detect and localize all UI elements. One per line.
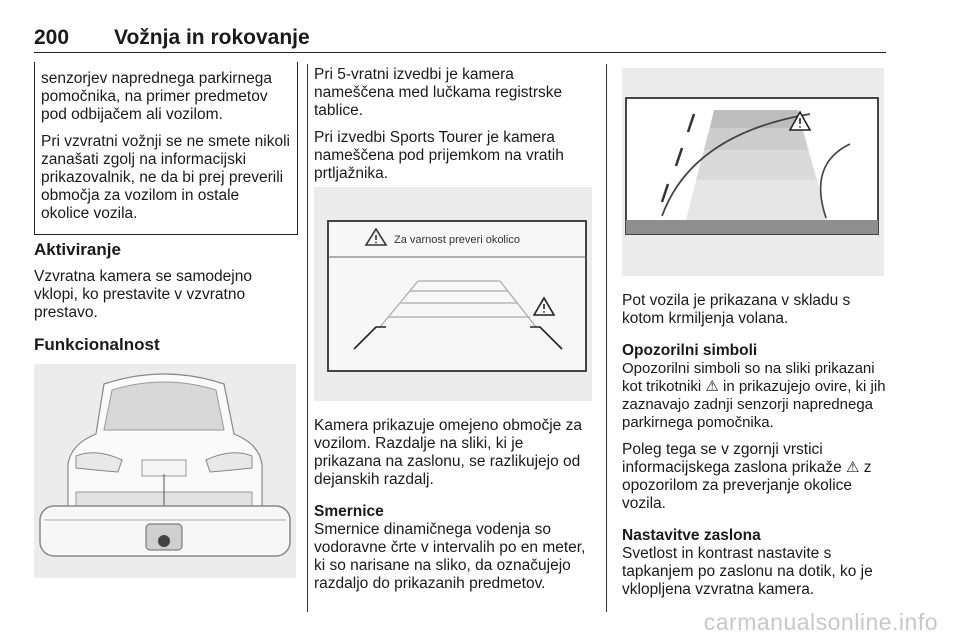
heading-function: Funkcionalnost bbox=[34, 335, 160, 354]
warning-paragraph-2: Pri vzvratni vožnji se ne smete nikoli zanašati zgolj na informacijski prikazovalnik, ne da bi prej preverili območja za vozilom in ostale okolice vozila. bbox=[41, 133, 290, 222]
warning-triangle-icon: ⚠ bbox=[705, 378, 719, 395]
footer-watermark: carmanualsonline.info bbox=[703, 609, 938, 635]
column-divider-1 bbox=[307, 64, 308, 612]
column-divider-2 bbox=[606, 64, 607, 612]
column-2-bottom-text bbox=[314, 417, 594, 602]
display-settings-text: Svetlost in kontrast nastavite s tapkanjem po zaslonu na dotik, ko je vklopljena vzvratna kamera. bbox=[622, 545, 873, 598]
column-3-text bbox=[622, 292, 892, 608]
heading-display-settings: Nastavitve zaslona bbox=[622, 527, 761, 544]
page-number: 200 bbox=[34, 26, 70, 49]
warning-box bbox=[34, 62, 298, 235]
rear-camera-car-illustration bbox=[34, 364, 296, 578]
col2-paragraph-2: Pri izvedbi Sports Tourer je kamera nameščena pod prijemkom na vratih prtljažnika. bbox=[314, 129, 564, 182]
heading-activation: Aktiviranje bbox=[34, 240, 121, 259]
column-1-text bbox=[34, 241, 296, 363]
col3-paragraph-1: Pot vozila je prikazana v skladu s kotom krmiljenja volana. bbox=[622, 292, 851, 327]
column-2-top-text bbox=[314, 66, 594, 192]
heading-warning-symbols: Opozorilni simboli bbox=[622, 342, 758, 359]
col2-paragraph-3: Kamera prikazuje omejeno območje za vozilom. Razdalje na sliki, ki je prikazana na zaslonu, se razlikujejo od dejanskih razdalj. bbox=[314, 417, 582, 488]
page-title: Vožnja in rokovanje bbox=[114, 26, 310, 49]
warning-symbols-text: Opozorilni simboli so na sliki prikazani kot trikotniki ⚠ in prikazujejo ovire, ki jih zaznavajo zadnji senzorji naprednega parkirnega pomočnika. bbox=[622, 360, 886, 431]
col2-paragraph-1: Pri 5-vratni izvedbi je kamera nameščena med lučkama registrske tablice. bbox=[314, 66, 563, 119]
heading-guidelines: Smernice bbox=[314, 503, 384, 520]
activation-text: Vzvratna kamera se samodejno vklopi, ko prestavite v vzvratno prestavo. bbox=[34, 268, 252, 321]
warning-paragraph-1: senzorjev naprednega parkirnega pomočnika, na primer predmetov pod odbijačem ali vozilom. bbox=[41, 70, 272, 123]
vehicle-path-illustration bbox=[622, 68, 884, 276]
warning-symbols-text-2: Poleg tega se v zgornji vrstici informacijskega zaslona prikaže ⚠ z opozorilom za preverjanje okolice vozila. bbox=[622, 441, 872, 512]
camera-display-illustration bbox=[314, 187, 592, 401]
warning-triangle-icon: ⚠ bbox=[846, 459, 860, 476]
guidelines-text: Smernice dinamičnega vodenja so vodoravne črte v intervalih po en meter, ki so narisane na sliko, da označujejo razdaljo do prikazanih predmetov. bbox=[314, 521, 586, 592]
page-header bbox=[34, 26, 886, 53]
screen-warning-message: Za varnost preveri okolico bbox=[394, 234, 520, 246]
